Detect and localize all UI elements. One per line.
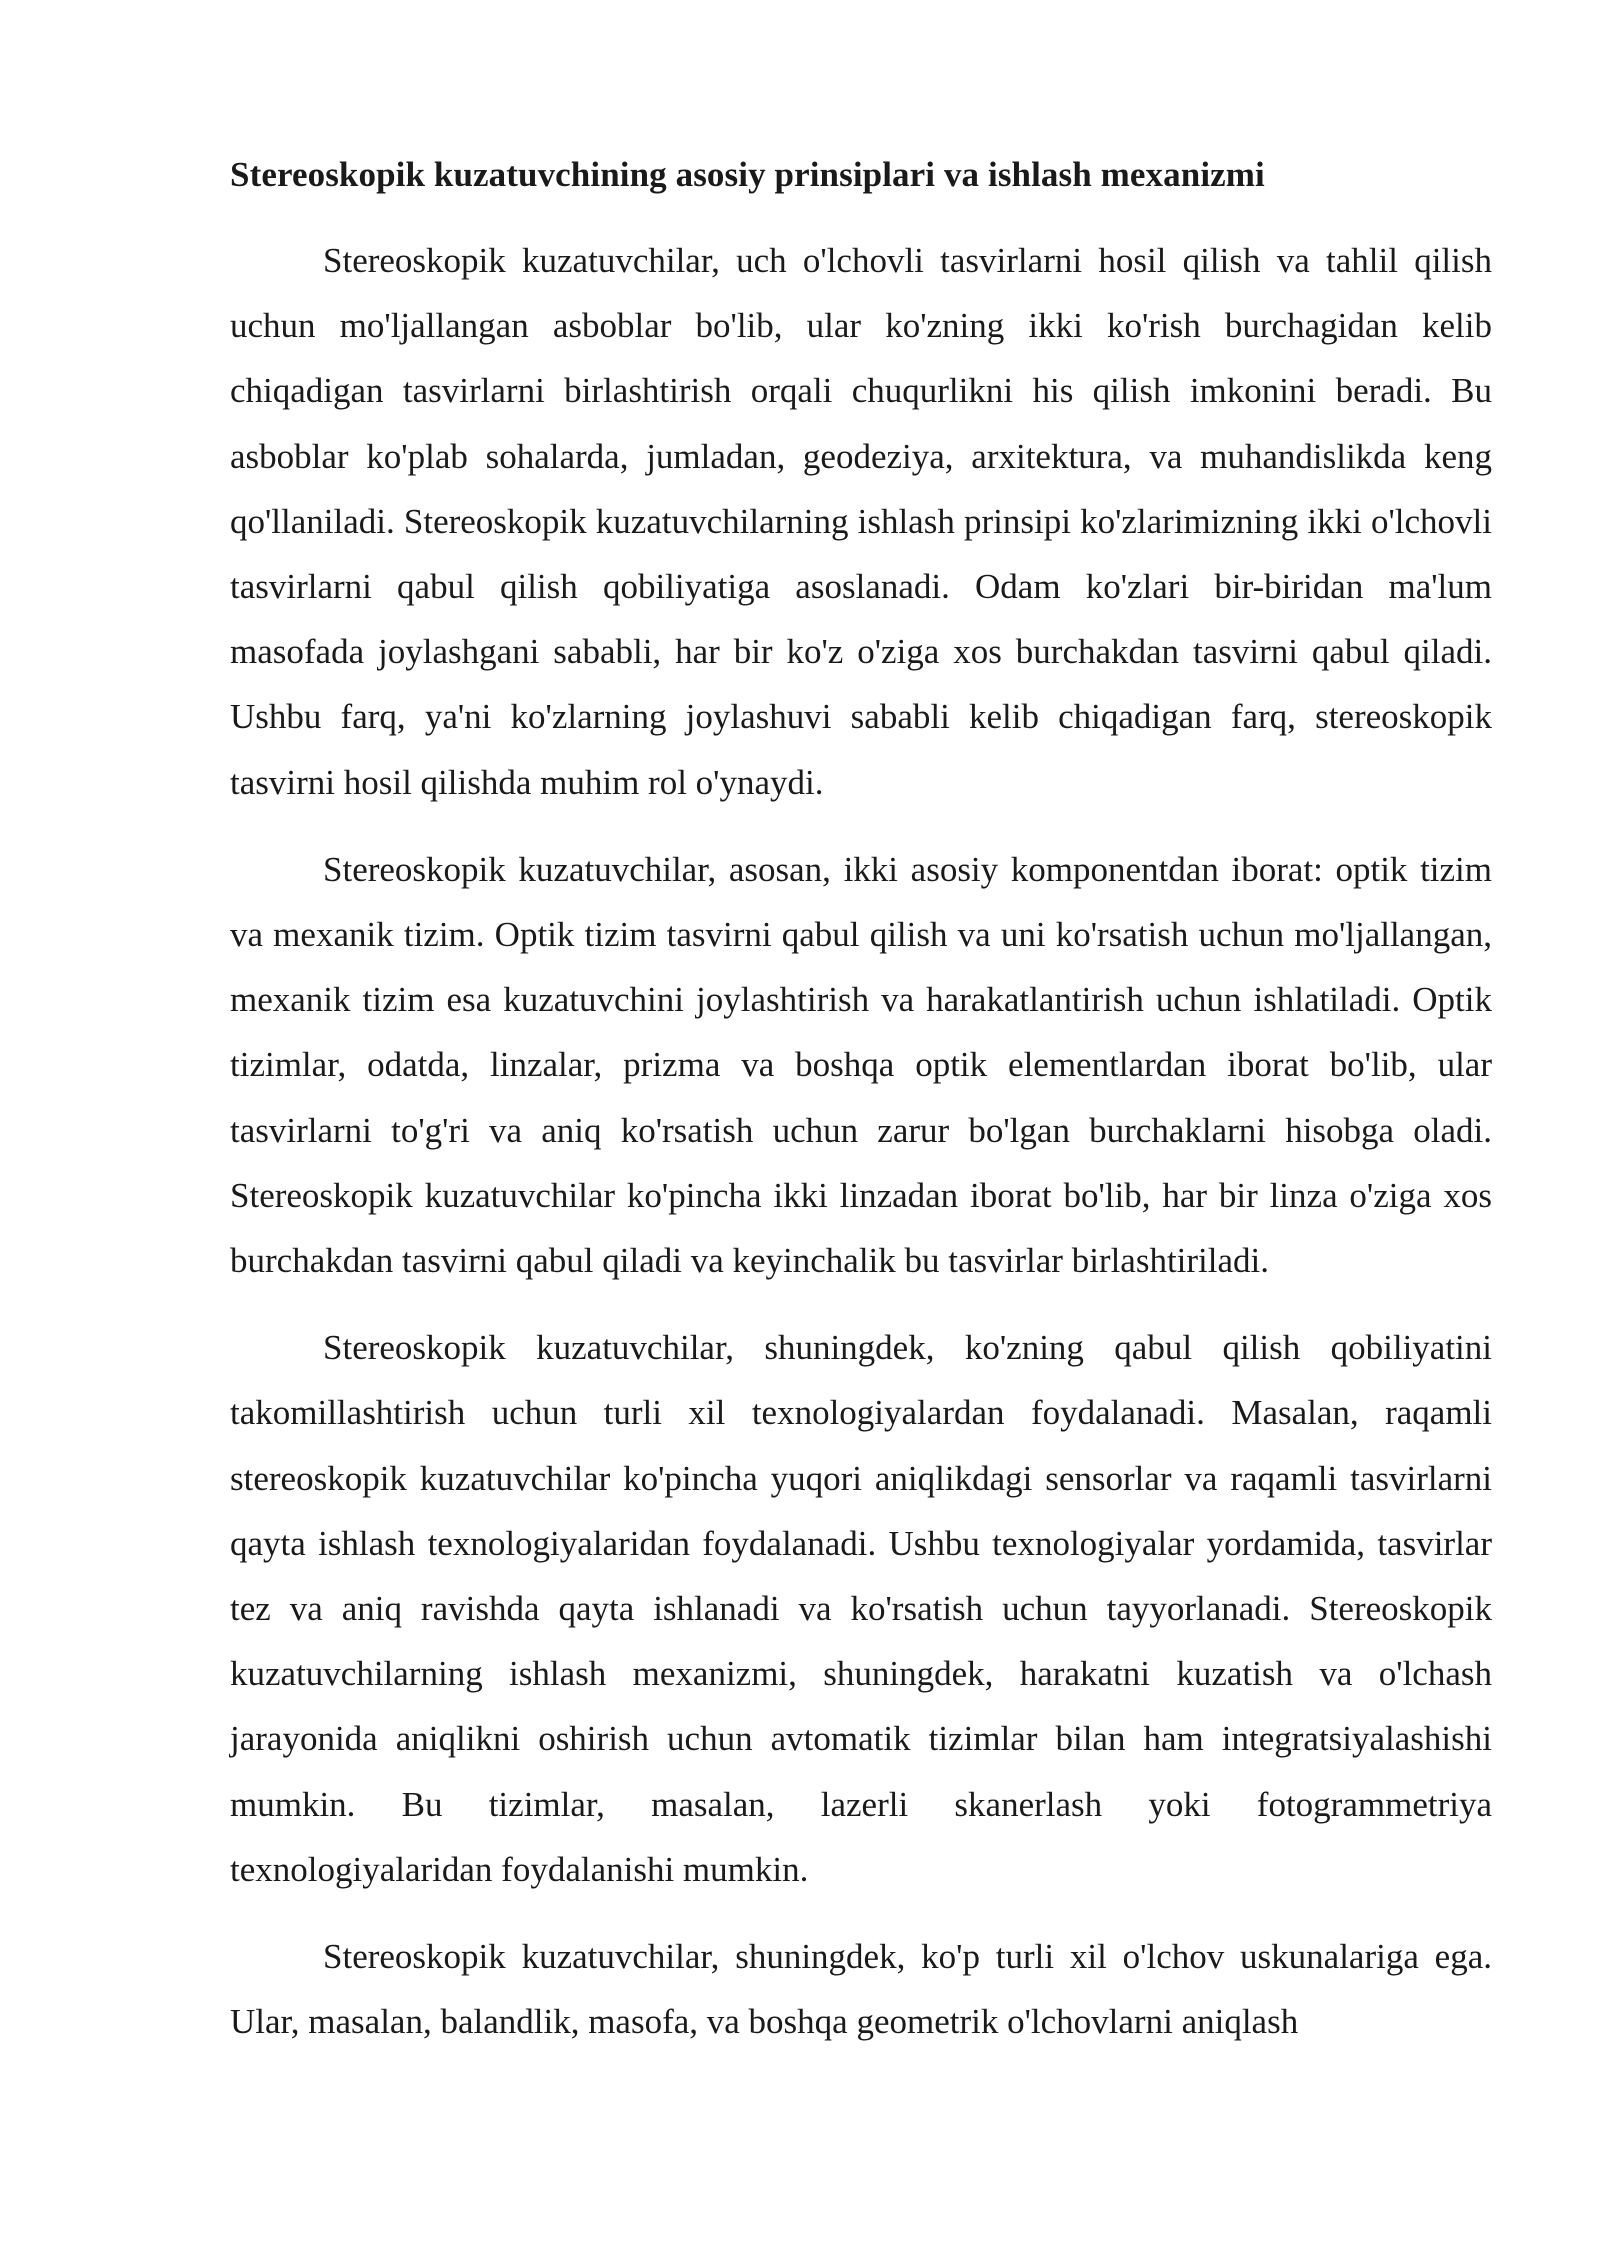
document-body xyxy=(230,150,1492,2054)
paragraph-4: Stereoskopik kuzatuvchilar, shuningdek, ko'p turli xil o'lchov uskunalariga ega. Ular, masalan, balandlik, masofa, va boshqa geometrik o'lchovlarni aniqlash xyxy=(230,1937,1492,2042)
paragraph-1: Stereoskopik kuzatuvchilar, uch o'lchovli tasvirlarni hosil qilish va tahlil qilish uchun mo'ljallangan asboblar bo'lib, ular ko'zning ikki ko'rish burchagidan kelib chiqadigan tasvirlarni birlashtirish orqali chuqurlikni his qilish imkonini beradi. Bu asboblar ko'plab sohalarda, jumladan, geodeziya, arxitektura, va muhandislikda keng qo'llaniladi. Stereoskopik kuzatuvchilarning ishlash prinsipi ko'zlarimizning ikki o'lchovli tasvirlarni qabul qilish qobiliyatiga asoslanadi. Odam ko'zlari bir-biridan ma'lum masofada joylashgani sababli, har bir ko'z o'ziga xos burchakdan tasvirni qabul qiladi. Ushbu farq, ya'ni ko'zlarning joylashuvi sababli kelib chiqadigan farq, stereoskopik tasvirni hosil qilishda muhim rol o'ynaydi. xyxy=(230,241,1492,802)
paragraph-3: Stereoskopik kuzatuvchilar, shuningdek, ko'zning qabul qilish qobiliyatini takomillashtirish uchun turli xil texnologiyalardan foydalanadi. Masalan, raqamli stereoskopik kuzatuvchilar ko'pincha yuqori aniqlikdagi sensorlar va raqamli tasvirlarni qayta ishlash texnologiyalaridan foydalanadi. Ushbu texnologiyalar yordamida, tasvirlar tez va aniq ravishda qayta ishlanadi va ko'rsatish uchun tayyorlanadi. Stereoskopik kuzatuvchilarning ishlash mexanizmi, shuningdek, harakatni kuzatish va o'lchash jarayonida aniqlikni oshirish uchun avtomatik tizimlar bilan ham integratsiyalashishi mumkin. Bu tizimlar, masalan, lazerli skanerlash yoki fotogrammetriya texnologiyalaridan foydalanishi mumkin. xyxy=(230,1328,1492,1889)
document-title: Stereoskopik kuzatuvchining asosiy prinsiplari va ishlash mexanizmi xyxy=(230,155,1265,194)
paragraph-2: Stereoskopik kuzatuvchilar, asosan, ikki asosiy komponentdan iborat: optik tizim va mexanik tizim. Optik tizim tasvirni qabul qilish va uni ko'rsatish uchun mo'ljallangan, mexanik tizim esa kuzatuvchini joylashtirish va harakatlantirish uchun ishlatiladi. Optik tizimlar, odatda, linzalar, prizma va boshqa optik elementlardan iborat bo'lib, ular tasvirlarni to'g'ri va aniq ko'rsatish uchun zarur bo'lgan burchaklarni hisobga oladi. Stereoskopik kuzatuvchilar ko'pincha ikki linzadan iborat bo'lib, har bir linza o'ziga xos burchakdan tasvirni qabul qiladi va keyinchalik bu tasvirlar birlashtiriladi. xyxy=(230,849,1492,1281)
